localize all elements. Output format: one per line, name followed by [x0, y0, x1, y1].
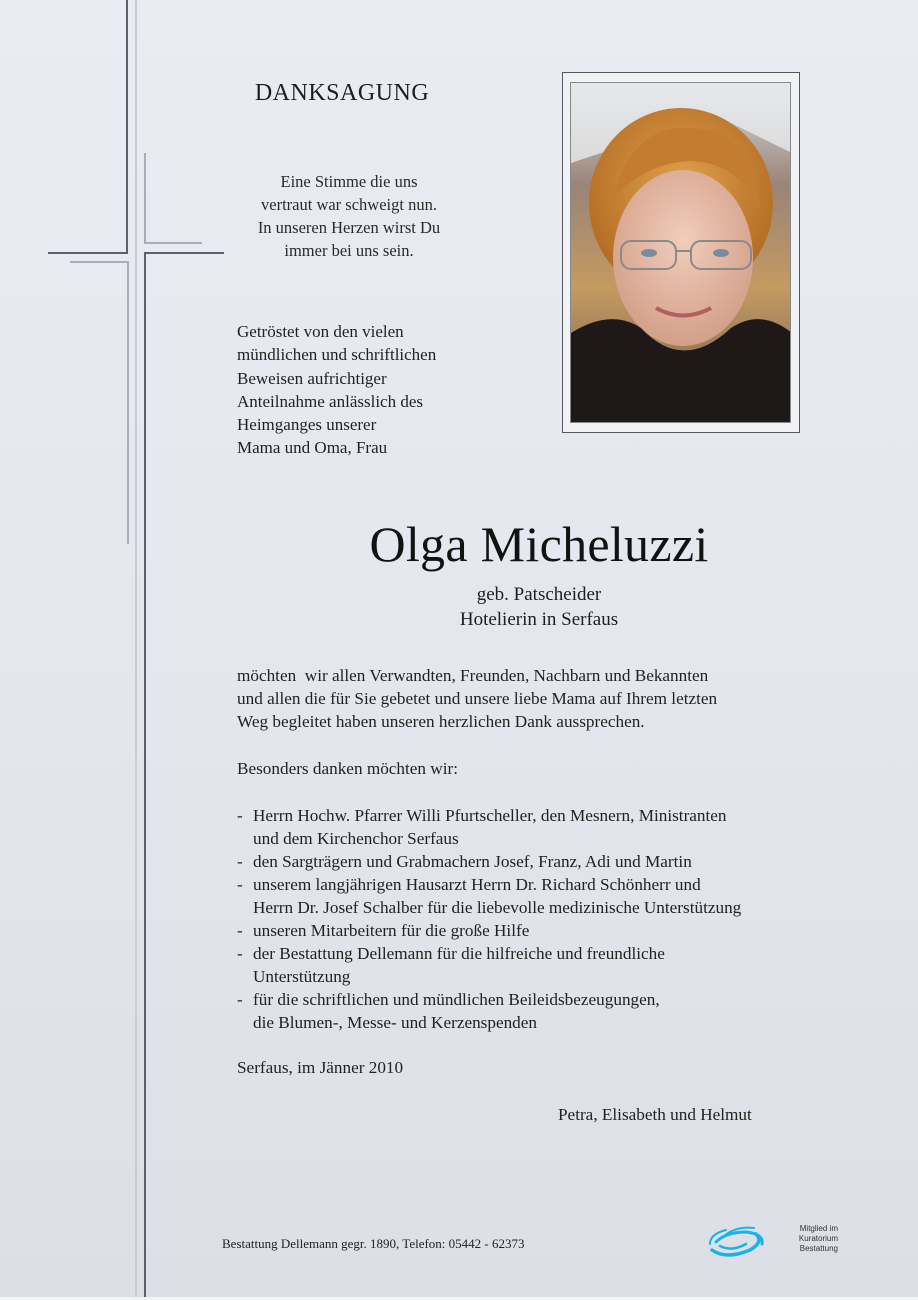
body-line: Weg begleitet haben unseren herzlichen Dank aussprechen.	[237, 712, 645, 731]
cross-line	[144, 252, 224, 254]
portrait-photo	[570, 82, 791, 423]
cross-line	[70, 261, 128, 263]
intro-line: Mama und Oma, Frau	[237, 438, 388, 458]
cross-line	[144, 153, 146, 244]
dash-bullet: -	[237, 944, 243, 963]
dash-bullet: -	[237, 852, 243, 871]
intro-line: mündlichen und schriftlichen	[237, 345, 437, 365]
verse-line: In unseren Herzen wirst Du	[257, 218, 441, 237]
list-item-line: unserem langjährigen Hausarzt Herrn Dr. Richard Schönherr und	[253, 875, 701, 894]
list-item	[237, 988, 847, 1034]
list-item-line: Herrn Hochw. Pfarrer Willi Pfurtscheller, den Mesnern, Ministranten	[253, 806, 727, 825]
logo-line: Mitglied im	[799, 1224, 838, 1233]
list-item	[237, 850, 847, 873]
list-item-line: Unterstützung	[253, 967, 351, 986]
cross-line	[127, 261, 129, 544]
verse	[225, 170, 473, 262]
special-thanks-label: Besonders danken möchten wir:	[237, 759, 458, 778]
verse-line: Eine Stimme die uns	[280, 172, 418, 191]
dash-bullet: -	[237, 990, 243, 1009]
intro-line: Getröstet von den vielen	[237, 322, 404, 341]
dash-bullet: -	[237, 806, 243, 825]
birth-name: geb. Patscheider	[476, 584, 602, 605]
page-title: DANKSAGUNG	[254, 80, 430, 106]
body-line: möchten wir allen Verwandten, Freunden, Nachbarn und Bekannten	[237, 666, 709, 685]
body-line: und allen die für Sie gebetet und unsere liebe Mama auf Ihrem letzten	[237, 689, 718, 708]
list-item	[237, 804, 847, 850]
logo-text	[766, 1224, 838, 1254]
list-item	[237, 919, 847, 942]
list-item-line: der Bestattung Dellemann für die hilfreiche und freundliche	[253, 944, 665, 963]
place-date: Serfaus, im Jänner 2010	[237, 1058, 404, 1077]
photo-frame	[562, 72, 800, 433]
deceased-name: Olga Micheluzzi	[369, 516, 709, 572]
cross-line	[144, 242, 202, 244]
intro-text	[237, 320, 537, 460]
list-item-line: und dem Kirchenchor Serfaus	[253, 829, 459, 848]
footer-text: Bestattung Dellemann gegr. 1890, Telefon: 05442 - 62373	[222, 1236, 525, 1251]
dash-bullet: -	[237, 921, 243, 940]
intro-line: Beweisen aufrichtiger	[237, 368, 387, 388]
logo-line: Kuratorium Bestattung	[798, 1234, 838, 1253]
cross-line	[48, 252, 128, 254]
cross-line	[126, 0, 128, 254]
kuratorium-logo	[706, 1220, 846, 1260]
list-item-line: Herrn Dr. Josef Schalber für die liebevolle medizinische Unterstützung	[253, 898, 742, 917]
portrait-illustration	[571, 83, 791, 423]
dash-bullet: -	[237, 875, 243, 894]
verse-line: immer bei uns sein.	[284, 241, 414, 260]
thanks-list	[237, 804, 847, 1034]
intro-line: Anteilnahme anlässlich des	[237, 391, 424, 411]
list-item	[237, 942, 847, 988]
list-item-line: unseren Mitarbeitern für die große Hilfe	[253, 921, 530, 940]
occupation: Hotelierin in Serfaus	[459, 609, 619, 630]
cross-line	[144, 252, 146, 1300]
thanks-paragraph	[237, 664, 837, 733]
cross-line	[135, 0, 137, 1300]
list-item	[237, 873, 847, 919]
list-item-line: für die schriftlichen und mündlichen Beileidsbezeugungen,	[253, 990, 660, 1009]
verse-line: vertraut war schweigt nun.	[261, 195, 437, 214]
list-item-line: die Blumen-, Messe- und Kerzenspenden	[253, 1013, 537, 1032]
list-item-line: den Sargträgern und Grabmachern Josef, Franz, Adi und Martin	[253, 852, 692, 871]
intro-line: Heimganges unserer	[237, 415, 377, 435]
signatories: Petra, Elisabeth und Helmut	[558, 1105, 752, 1124]
